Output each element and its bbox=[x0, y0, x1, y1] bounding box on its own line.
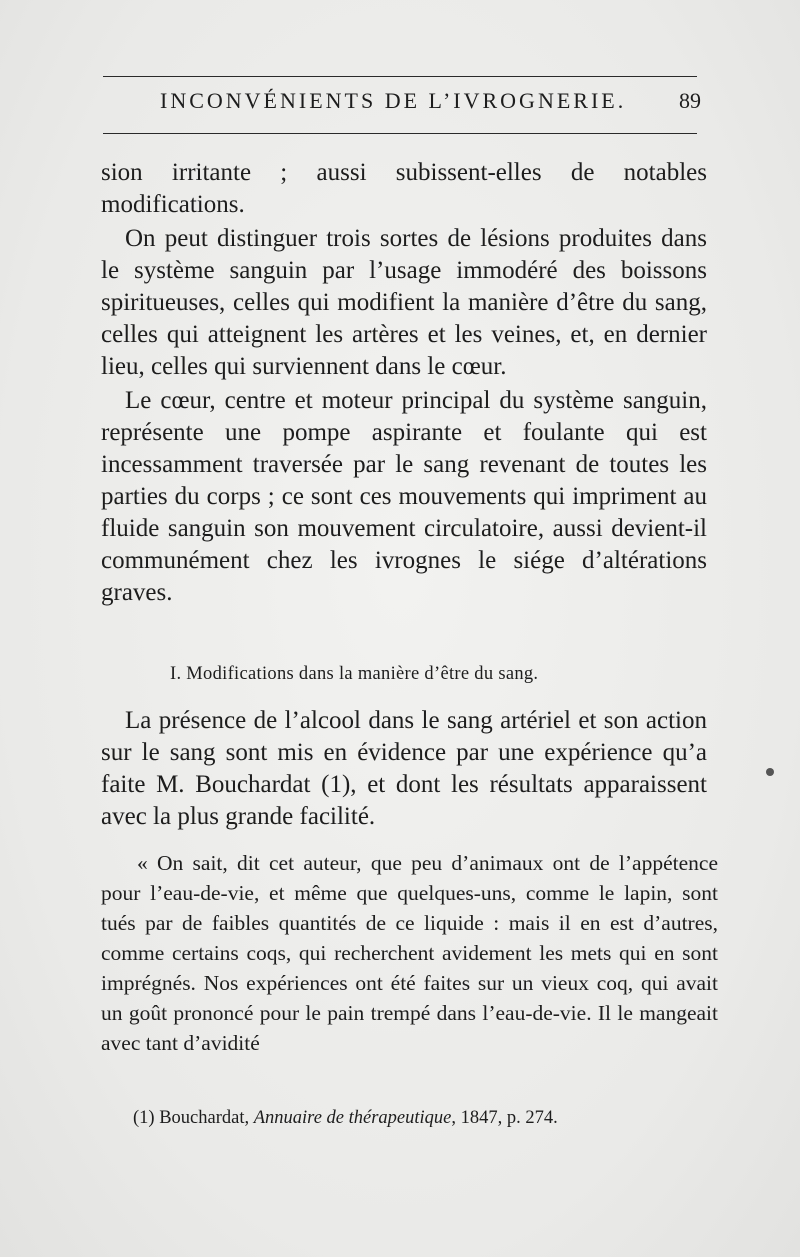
page-number: 89 bbox=[679, 88, 701, 113]
section-heading: I. Modifications dans la manière d’être du sang. bbox=[170, 664, 539, 684]
header-rule-top bbox=[103, 76, 697, 77]
body-text-section bbox=[101, 705, 707, 833]
body-text bbox=[101, 157, 707, 609]
paragraph: Le cœur, centre et moteur principal du système sanguin, représente une pompe aspirante et foulante qui est incessamment traversée par le sang revenant de toutes les parties du corps ; ce sont ces mouvements qui impriment au fluide sanguin son mouvement circulatoire, aussi devient-il communément chez les ivrognes le siége d’altérations graves. bbox=[101, 387, 707, 606]
footnote-title: Annuaire de thérapeutique bbox=[253, 1108, 452, 1128]
paragraph: On peut distinguer trois sortes de lésions produites dans le système sanguin par l’usage immodéré des boissons spiritueuses, celles qui modifient la manière d’être du sang, celles qui atteignent les artères et les veines, et, en dernier lieu, celles qui surviennent dans le cœur. bbox=[101, 225, 707, 380]
running-head: INCONVÉNIENTS DE L’IVROGNERIE. bbox=[160, 88, 627, 113]
quote-text: « On sait, dit cet auteur, que peu d’animaux ont de l’appétence pour l’eau-de-vie, et même que quelques-uns, comme le lapin, sont tués par de faibles quantités de ce liquide : mais il en est d’autres, comme certains coqs, qui recherchent avidement les mets qui en sont imprégnés. Nos expériences ont été faites sur un vieux coq, qui avait un goût prononcé pour le pain trempé dans l’eau-de-vie. Il le mangeait avec tant d’avidité bbox=[101, 851, 718, 1055]
footnote-rest: , 1847, p. 274. bbox=[451, 1108, 558, 1128]
footnote bbox=[133, 1108, 693, 1129]
paragraph: La présence de l’alcool dans le sang artériel et son action sur le sang sont mis en évidence par une expérience qu’a faite M. Bouchardat (1), et dont les résultats apparaissent avec la plus grande facilité. bbox=[101, 707, 707, 830]
paragraph: sion irritante ; aussi subissent-elles de notables modifications. bbox=[101, 159, 707, 218]
block-quote bbox=[101, 848, 718, 1058]
header-rule-bottom bbox=[103, 133, 697, 134]
footnote-author: Bouchardat, bbox=[159, 1108, 250, 1128]
footnote-marker: (1) bbox=[133, 1108, 155, 1128]
ink-speck bbox=[766, 768, 774, 776]
